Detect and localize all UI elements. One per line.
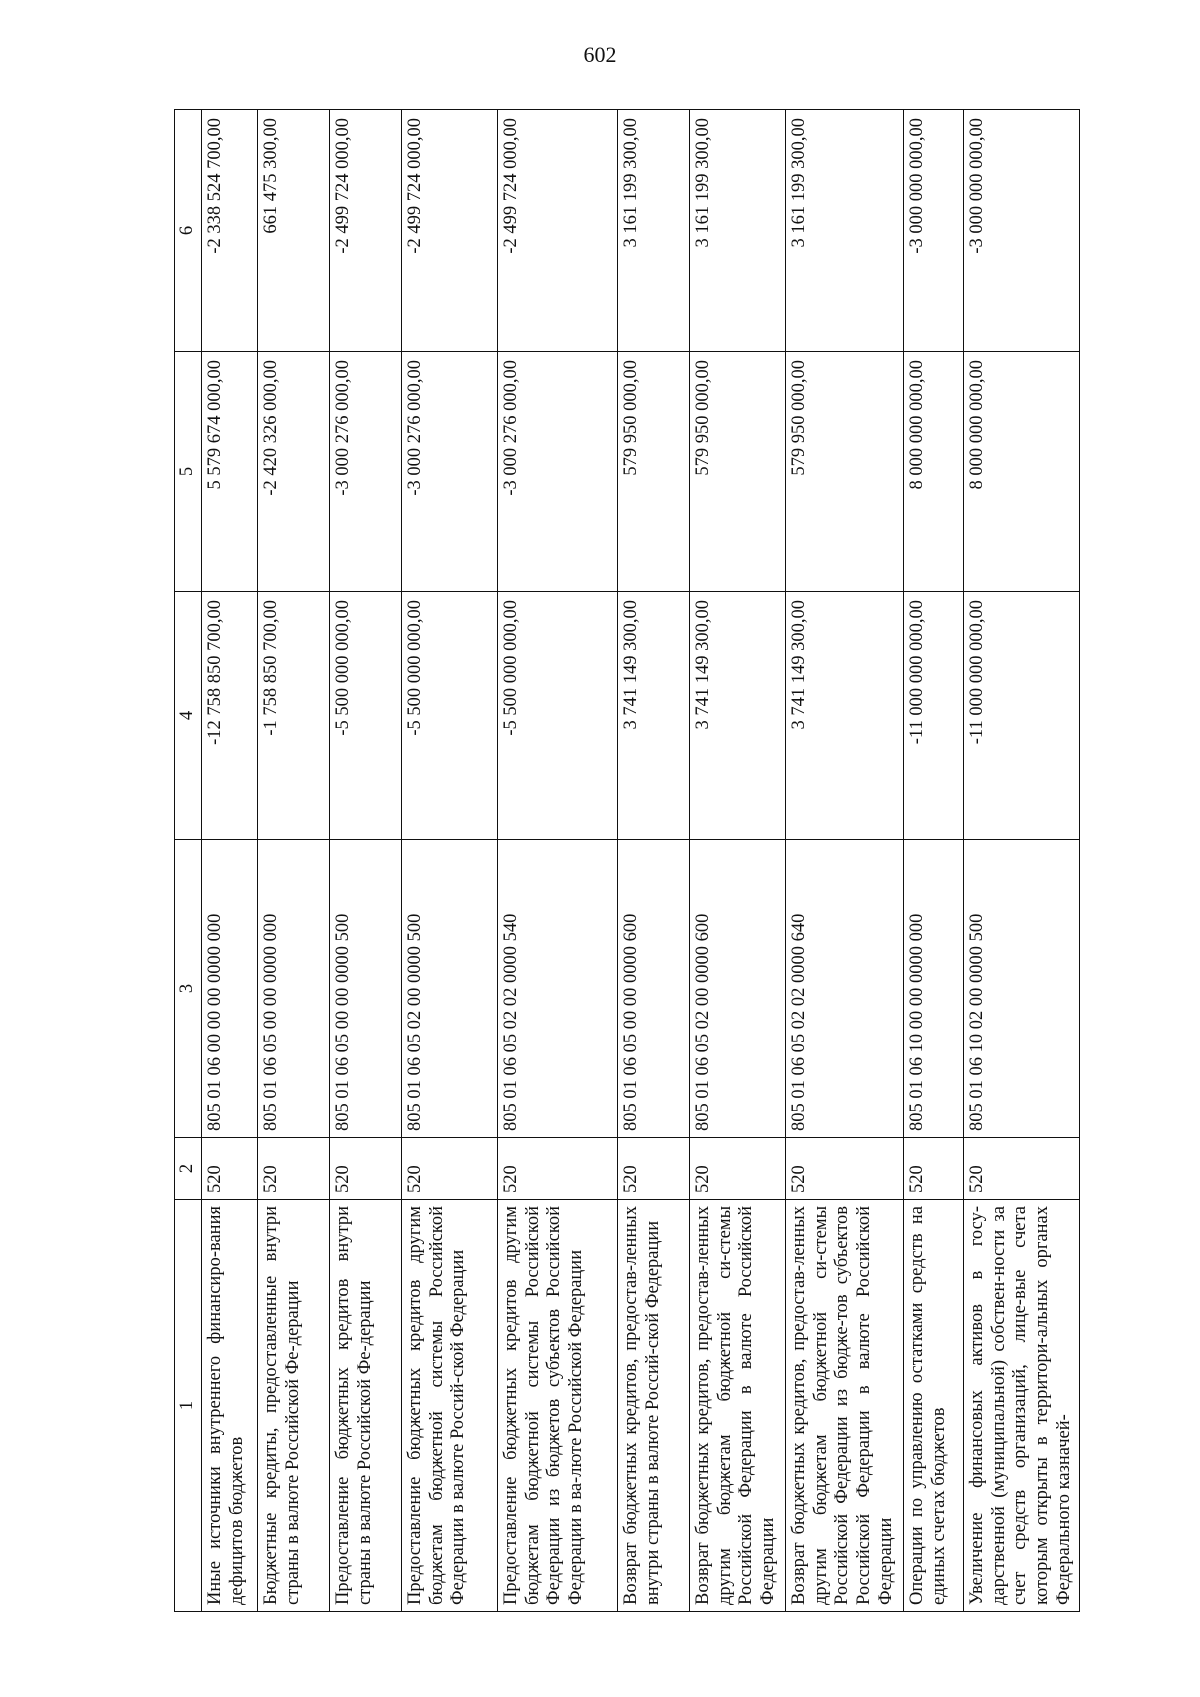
value-col4: -5 500 000 000,00 xyxy=(401,592,497,840)
row-name: Операции по управлению остатками средств на единых счетах бюджетов xyxy=(903,1200,963,1612)
value-col4: -12 758 850 700,00 xyxy=(201,592,257,840)
value-col4: -11 000 000 000,00 xyxy=(903,592,963,840)
classification-code: 805 01 06 10 02 00 0000 500 xyxy=(963,840,1079,1138)
table-row xyxy=(903,110,963,1612)
classification-code: 805 01 06 10 00 00 0000 000 xyxy=(903,840,963,1138)
column-header: 2 xyxy=(175,1138,202,1200)
rotated-table-wrapper xyxy=(174,110,1075,1612)
value-col6: 661 475 300,00 xyxy=(257,110,329,352)
classification-code: 805 01 06 05 00 00 0000 000 xyxy=(257,840,329,1138)
admin-code: 520 xyxy=(401,1138,497,1200)
column-header: 6 xyxy=(175,110,202,352)
admin-code: 520 xyxy=(963,1138,1079,1200)
classification-code: 805 01 06 00 00 00 0000 000 xyxy=(201,840,257,1138)
value-col4: -5 500 000 000,00 xyxy=(329,592,401,840)
value-col5: 579 950 000,00 xyxy=(785,352,903,592)
value-col5: 5 579 674 000,00 xyxy=(201,352,257,592)
row-name: Предоставление бюджетных кредитов внутри страны в валюте Российской Фе-дерации xyxy=(329,1200,401,1612)
table-row xyxy=(201,110,257,1612)
admin-code: 520 xyxy=(201,1138,257,1200)
value-col5: -2 420 326 000,00 xyxy=(257,352,329,592)
value-col4: 3 741 149 300,00 xyxy=(785,592,903,840)
table-row xyxy=(617,110,689,1612)
value-col4: -5 500 000 000,00 xyxy=(497,592,617,840)
row-name: Возврат бюджетных кредитов, предостав-ленных другим бюджетам бюджетной си-стемы Российской Федерации из бюдже-тов субъектов Российской Федерации в валюте Российской Федерации xyxy=(785,1200,903,1612)
value-col6: -3 000 000 000,00 xyxy=(903,110,963,352)
row-name: Предоставление бюджетных кредитов другим бюджетам бюджетной системы Российской Федерации в валюте Россий-ской Федерации xyxy=(401,1200,497,1612)
classification-code: 805 01 06 05 02 02 0000 640 xyxy=(785,840,903,1138)
row-name: Иные источники внутреннего финансиро-вания дефицитов бюджетов xyxy=(201,1200,257,1612)
classification-code: 805 01 06 05 02 02 0000 540 xyxy=(497,840,617,1138)
budget-sources-table xyxy=(174,109,1080,1612)
classification-code: 805 01 06 05 00 00 0000 500 xyxy=(329,840,401,1138)
table-row xyxy=(689,110,785,1612)
column-header: 3 xyxy=(175,840,202,1138)
value-col4: 3 741 149 300,00 xyxy=(689,592,785,840)
page-number: 602 xyxy=(583,42,617,67)
value-col4: 3 741 149 300,00 xyxy=(617,592,689,840)
value-col6: 3 161 199 300,00 xyxy=(785,110,903,352)
value-col6: 3 161 199 300,00 xyxy=(617,110,689,352)
row-name: Увеличение финансовых активов в госу-дарственной (муниципальной) собствен-ности за счет средств организаций, лице-вые счета которым открыты в территори-альных органах Федерального казначей- xyxy=(963,1200,1079,1612)
column-header: 4 xyxy=(175,592,202,840)
row-name: Предоставление бюджетных кредитов другим бюджетам бюджетной системы Российской Федерации из бюджетов субъектов Российской Федерации в ва-люте Российской Федерации xyxy=(497,1200,617,1612)
value-col5: 579 950 000,00 xyxy=(689,352,785,592)
header-row xyxy=(175,110,202,1612)
value-col4: -1 758 850 700,00 xyxy=(257,592,329,840)
admin-code: 520 xyxy=(329,1138,401,1200)
value-col6: 3 161 199 300,00 xyxy=(689,110,785,352)
value-col5: 8 000 000 000,00 xyxy=(903,352,963,592)
value-col5: 579 950 000,00 xyxy=(617,352,689,592)
row-name: Возврат бюджетных кредитов, предостав-ленных другим бюджетам бюджетной си-стемы Российской Федерации в валюте Российской Федерации xyxy=(689,1200,785,1612)
value-col4: -11 000 000 000,00 xyxy=(963,592,1079,840)
table-row xyxy=(257,110,329,1612)
admin-code: 520 xyxy=(785,1138,903,1200)
row-name: Бюджетные кредиты, предоставленные внутри страны в валюте Российской Фе-дерации xyxy=(257,1200,329,1612)
table-row xyxy=(963,110,1079,1612)
value-col6: -2 338 524 700,00 xyxy=(201,110,257,352)
classification-code: 805 01 06 05 02 00 0000 500 xyxy=(401,840,497,1138)
admin-code: 520 xyxy=(257,1138,329,1200)
column-header: 1 xyxy=(175,1200,202,1612)
table-row xyxy=(329,110,401,1612)
admin-code: 520 xyxy=(617,1138,689,1200)
table-row xyxy=(401,110,497,1612)
admin-code: 520 xyxy=(903,1138,963,1200)
admin-code: 520 xyxy=(497,1138,617,1200)
value-col5: 8 000 000 000,00 xyxy=(963,352,1079,592)
value-col5: -3 000 276 000,00 xyxy=(329,352,401,592)
table-row xyxy=(497,110,617,1612)
value-col6: -2 499 724 000,00 xyxy=(497,110,617,352)
table-row xyxy=(785,110,903,1612)
value-col6: -2 499 724 000,00 xyxy=(329,110,401,352)
value-col6: -3 000 000 000,00 xyxy=(963,110,1079,352)
classification-code: 805 01 06 05 00 00 0000 600 xyxy=(617,840,689,1138)
row-name: Возврат бюджетных кредитов, предостав-ленных внутри страны в валюте Россий-ской Федерации xyxy=(617,1200,689,1612)
value-col5: -3 000 276 000,00 xyxy=(497,352,617,592)
column-header: 5 xyxy=(175,352,202,592)
rotated-table xyxy=(174,110,1075,1612)
admin-code: 520 xyxy=(689,1138,785,1200)
value-col5: -3 000 276 000,00 xyxy=(401,352,497,592)
value-col6: -2 499 724 000,00 xyxy=(401,110,497,352)
classification-code: 805 01 06 05 02 00 0000 600 xyxy=(689,840,785,1138)
